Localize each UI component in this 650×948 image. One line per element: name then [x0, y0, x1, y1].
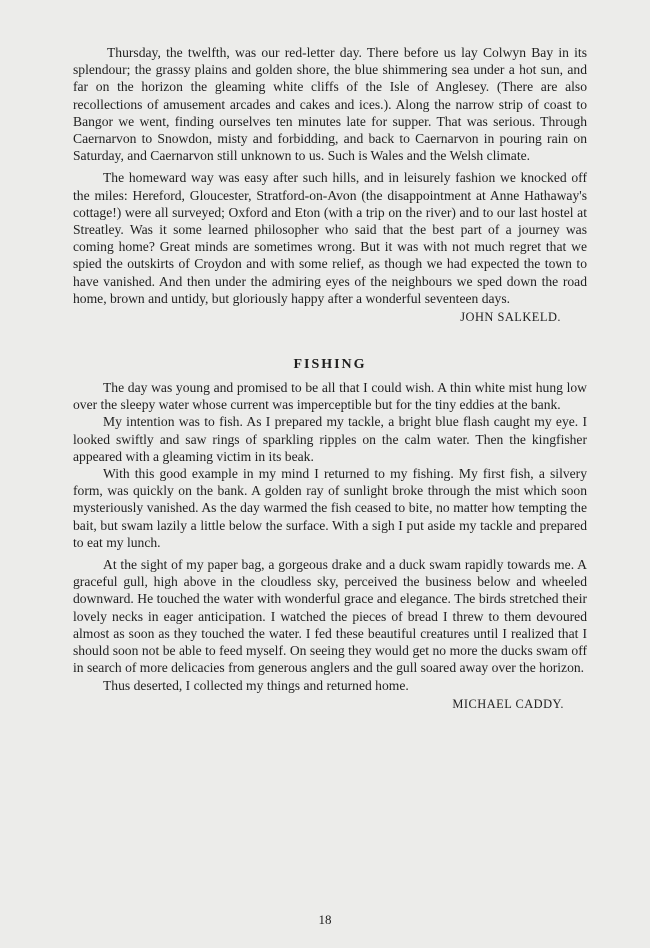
article-1-author: JOHN SALKELD. [460, 310, 561, 325]
article-1-paragraph-1: Thursday, the twelfth, was our red-letter day. There before us lay Colwyn Bay in its splendour; the grassy plains and golden shore, the blue shimmering sea under a hot sun, and far on the horizon the gleaming white cliffs of the Isle of Anglesey. (There are also recollections of amusement arcades and cakes and ices.). Along the narrow strip of coast to Bangor we went, finding ourselves ten minutes late for supper. That was serious. Through Caernarvon to Snowdon, misty and forbidding, and back to Caernarvon in pouring rain on Saturday, and Caernarvon still unknown to us. Such is Wales and the Welsh climate. [73, 45, 587, 164]
article-2-title: FISHING [293, 357, 367, 373]
article-2-paragraph-5: Thus deserted, I collected my things and returned home. [103, 677, 409, 693]
article-1-paragraph-2: The homeward way was easy after such hills, and in leisurely fashion we knocked off the miles: Hereford, Gloucester, Stratford-on-Avon (the disappointment at Anne Hathaway's cottage!) were all surveyed; Oxford and Eton (with a trip on the river) and to our last hostel at Streatley. Was it some learned philosopher who said that the best part of a journey was coming home? Great minds are sometimes wrong. But it was with not much regret that we spied the outskirts of Croydon and with some relief, as though we had expected the town to have vanished. And then under the admiring eyes of the neighbours we sped down the road home, brown and untidy, but gloriously happy after a wonderful seventeen days. [73, 170, 587, 306]
article-2-paragraph-4: At the sight of my paper bag, a gorgeous drake and a duck swam rapidly towards me. A graceful gull, high above in the cloudless sky, perceived the business below and wheeled downward. He touched the water with wonderful grace and elegance. The birds stretched their lovely necks in eager anticipation. I watched the pieces of bread I threw to them devoured almost as soon as they touched the water. I fed these beautiful creatures until I realized that I should soon not be able to feed myself. On seeing they would get no more the ducks swam off in search of more delicacies from generous anglers and the gull soared away over the horizon. [73, 557, 587, 676]
article-2-paragraph-1: The day was young and promised to be all that I could wish. A thin white mist hung low over the sleepy water whose current was imperceptible but for the tiny eddies at the bank. [73, 380, 587, 413]
article-2-author: MICHAEL CADDY. [452, 696, 564, 711]
article-2-paragraph-3: With this good example in my mind I returned to my fishing. My first fish, a silvery form, was quickly on the bank. A golden ray of sunlight broke through the mist which soon mysteriously vanished. As the day warmed the fish ceased to bite, no matter how tempting the bait, but swam lazily a little below the surface. With a sigh I put aside my tackle and prepared to eat my lunch. [73, 466, 587, 550]
article-2-paragraph-2: My intention was to fish. As I prepared my tackle, a bright blue flash caught my eye. I looked swiftly and saw rings of sparkling ripples on the calm water. Then the kingfisher appeared with a gleaming victim in its beak. [73, 414, 587, 464]
page-number: 18 [318, 912, 332, 927]
